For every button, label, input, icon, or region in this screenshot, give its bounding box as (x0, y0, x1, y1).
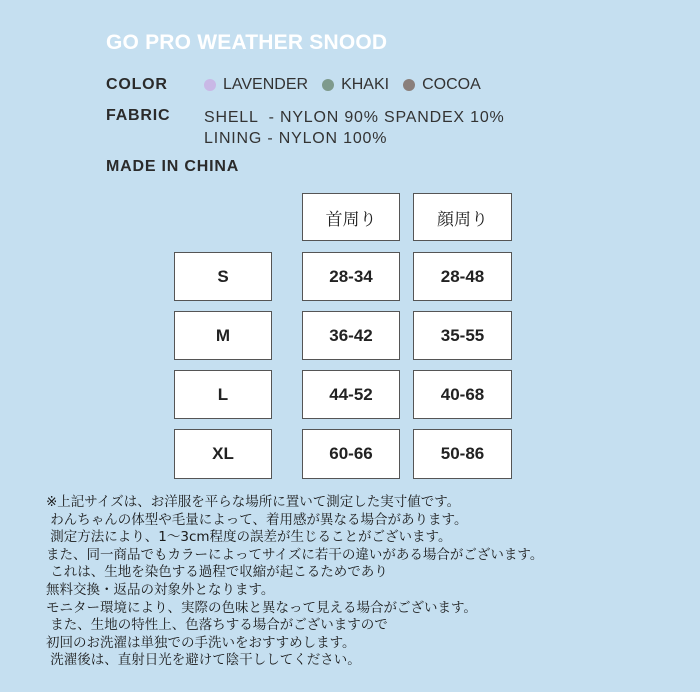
face-l: 40-68 (413, 370, 512, 419)
fabric-line-shell: SHELL - NYLON 90% SPANDEX 10% (204, 109, 505, 126)
note-line: 無料交換・返品の対象外となります。 (46, 581, 275, 598)
khaki-swatch-icon (322, 79, 334, 91)
cocoa-swatch-icon (403, 79, 415, 91)
note-line: わんちゃんの体型や毛量によって、着用感が異なる場合があります。 (46, 511, 468, 528)
color-name: LAVENDER (223, 76, 309, 93)
color-option-lavender (204, 76, 308, 94)
color-option-khaki (322, 76, 389, 94)
made-in-label: MADE IN CHINA (106, 158, 240, 175)
header-neck: 首周り (302, 193, 400, 241)
color-options (204, 76, 495, 94)
color-name: COCOA (422, 76, 481, 93)
note-line: 初回のお洗濯は単独での手洗いをおすすめします。 (46, 634, 356, 651)
size-l: L (174, 370, 272, 419)
neck-m: 36-42 (302, 311, 400, 360)
size-notes (46, 494, 543, 670)
note-line: また、同一商品でもカラーによってサイズに若干の違いがある場合がございます。 (46, 546, 544, 563)
size-s: S (174, 252, 272, 301)
color-option-cocoa (403, 76, 481, 94)
note-line: ※上記サイズは、お洋服を平らな場所に置いて測定した実寸値です。 (46, 494, 461, 510)
neck-l: 44-52 (302, 370, 400, 419)
size-m: M (174, 311, 272, 360)
note-line: また、生地の特性上、色落ちする場合がございますので (46, 617, 388, 634)
neck-s: 28-34 (302, 252, 400, 301)
fabric-label: FABRIC (106, 107, 171, 124)
color-label: COLOR (106, 76, 168, 93)
face-xl: 50-86 (413, 429, 512, 479)
size-xl: XL (174, 429, 272, 479)
note-line: モニター環境により、実際の色味と異なって見える場合がございます。 (46, 599, 477, 616)
note-line: 測定方法により、1～3cm程度の誤差が生じることがございます。 (46, 529, 452, 546)
face-m: 35-55 (413, 311, 512, 360)
note-line: 洗濯後は、直射日光を避けて陰干ししてください。 (46, 652, 361, 669)
face-s: 28-48 (413, 252, 512, 301)
fabric-line-lining: LINING - NYLON 100% (204, 130, 388, 147)
product-title: GO PRO WEATHER SNOOD (106, 31, 388, 54)
note-line: これは、生地を染色する過程で収縮が起こるためであり (46, 564, 388, 581)
lavender-swatch-icon (204, 79, 216, 91)
neck-xl: 60-66 (302, 429, 400, 479)
header-face: 顔周り (413, 193, 512, 241)
fabric-details (204, 107, 505, 149)
color-name: KHAKI (341, 76, 390, 93)
